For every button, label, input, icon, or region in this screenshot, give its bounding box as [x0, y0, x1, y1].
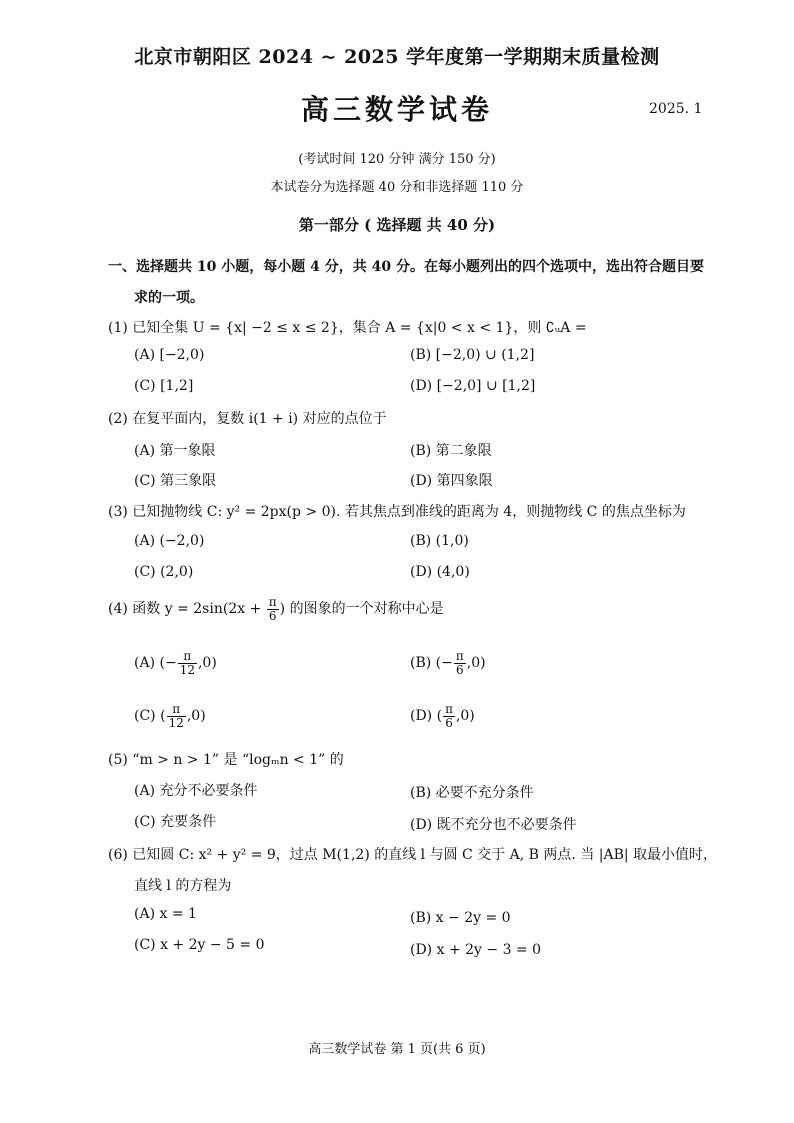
- fraction-numerator: π: [167, 703, 186, 717]
- section-instruction-line2: 求的一项。: [134, 290, 204, 306]
- question-6-option-b: (B) x − 2y = 0: [410, 910, 511, 926]
- part-heading: 第一部分 ( 选择题 共 40 分): [298, 216, 496, 234]
- exam-header: 北京市朝阳区 2024 ~ 2025 学年度第一学期期末质量检测: [134, 46, 660, 68]
- question-4-option-a: [134, 650, 217, 676]
- fraction: [443, 703, 455, 729]
- option-tail: ,0): [186, 708, 206, 725]
- question-4-stem-pre: (4) 函数 y = 2sin(2x +: [108, 601, 266, 618]
- question-6-stem-line2: 直线 l 的方程为: [134, 878, 232, 894]
- question-1-stem: (1) 已知全集 U = {x| −2 ≤ x ≤ 2}，集合 A = {x|0 < x < 1}，则 ∁ᵤA =: [108, 320, 587, 336]
- question-4-option-d: [410, 703, 475, 729]
- fraction-numerator: π: [455, 649, 464, 663]
- question-3-option-b: (B) (1,0): [410, 533, 469, 549]
- fraction-denominator: 6: [445, 715, 453, 730]
- option-tail: ,0): [197, 655, 217, 672]
- question-1-option-c: (C) [1,2]: [134, 378, 194, 394]
- question-4-option-c: [134, 703, 206, 729]
- question-6-option-d: (D) x + 2y − 3 = 0: [410, 942, 542, 958]
- question-4-stem: [108, 596, 444, 622]
- exam-time-info: (考试时间 120 分钟 满分 150 分): [298, 152, 496, 167]
- option-label: (C) (: [134, 708, 166, 725]
- question-2-option-c: (C) 第三象限: [134, 473, 217, 489]
- exam-date: 2025. 1: [649, 101, 703, 117]
- question-5-option-d: (D) 既不充分也不必要条件: [410, 817, 577, 833]
- fraction: [267, 596, 279, 622]
- exam-structure: 本试卷分为选择题 40 分和非选择题 110 分: [270, 180, 524, 195]
- question-2-option-b: (B) 第二象限: [410, 443, 492, 459]
- fraction-denominator: 12: [179, 662, 195, 677]
- option-tail: ,0): [455, 708, 475, 725]
- question-4-stem-post: ) 的图象的一个对称中心是: [279, 601, 444, 618]
- fraction-numerator: π: [178, 650, 197, 664]
- question-6-stem: (6) 已知圆 C: x² + y² = 9，过点 M(1,2) 的直线 l 与圆 C 交于 A, B 两点. 当 |AB| 取最小值时，: [108, 847, 718, 863]
- fraction-numerator: π: [445, 702, 453, 716]
- fraction: [178, 650, 197, 676]
- page-footer: 高三数学试卷 第 1 页(共 6 页): [308, 1042, 486, 1057]
- section-instruction-line1: 一、选择题共 10 小题，每小题 4 分，共 40 分。在每小题列出的四个选项中，选出符合题目要: [108, 259, 704, 275]
- question-1-option-d: (D) [−2,0] ∪ [1,2]: [410, 378, 536, 394]
- question-5-option-a: (A) 充分不必要条件: [134, 783, 258, 799]
- fraction-denominator: 6: [268, 608, 277, 623]
- fraction: [454, 650, 466, 676]
- question-1-option-b: (B) [−2,0) ∪ (1,2]: [410, 347, 535, 363]
- question-3-stem: (3) 已知抛物线 C: y² = 2px(p > 0). 若其焦点到准线的距离为 4，则抛物线 C 的焦点坐标为: [108, 504, 686, 520]
- question-3-option-a: (A) (−2,0): [134, 533, 205, 549]
- fraction-denominator: 6: [455, 662, 464, 677]
- question-2-option-d: (D) 第四象限: [410, 473, 493, 489]
- question-6-option-a: (A) x = 1: [134, 906, 197, 922]
- option-label: (A) (−: [134, 655, 177, 672]
- question-1-option-a: (A) [−2,0): [134, 347, 205, 363]
- option-label: (D) (: [410, 708, 443, 725]
- question-6-option-c: (C) x + 2y − 5 = 0: [134, 937, 265, 953]
- page-title: 高三数学试卷: [300, 93, 493, 126]
- question-5-option-c: (C) 充要条件: [134, 814, 217, 830]
- fraction-numerator: π: [268, 595, 277, 609]
- question-3-option-c: (C) (2,0): [134, 564, 194, 580]
- question-3-option-d: (D) (4,0): [410, 564, 470, 580]
- question-2-option-a: (A) 第一象限: [134, 443, 216, 459]
- question-2-stem: (2) 在复平面内，复数 i(1 + i) 对应的点位于: [108, 411, 387, 427]
- option-tail: ,0): [466, 655, 486, 672]
- fraction: [167, 703, 186, 729]
- option-label: (B) (−: [410, 655, 453, 672]
- question-5-option-b: (B) 必要不充分条件: [410, 785, 534, 801]
- fraction-denominator: 12: [168, 715, 184, 730]
- question-5-stem: (5) “m > n > 1” 是 “logₘn < 1” 的: [108, 752, 344, 768]
- question-4-option-b: [410, 650, 486, 676]
